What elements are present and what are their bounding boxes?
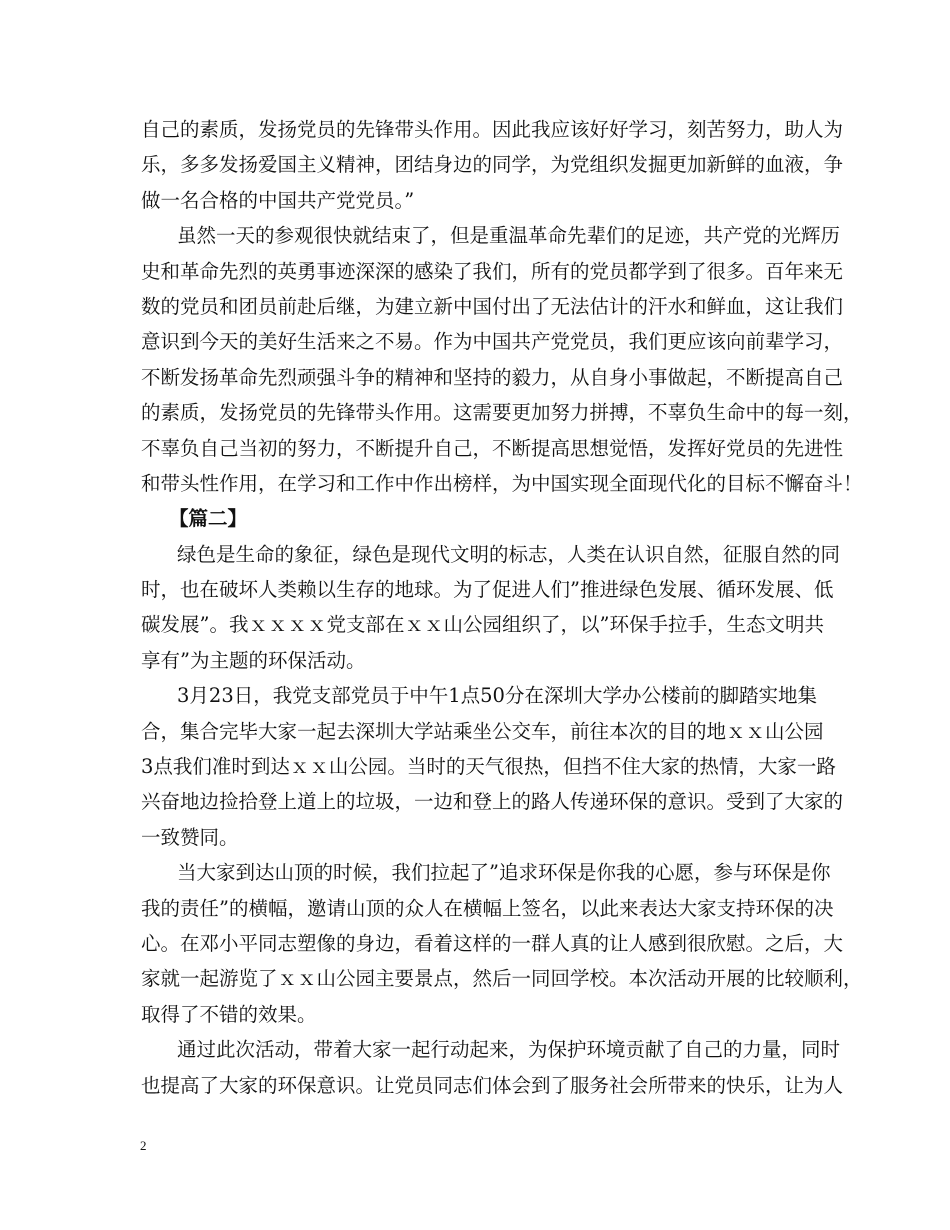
- text-line: 自己的素质，发扬党员的先锋带头作用。因此我应该好好学习，刻苦努力，助人为: [141, 118, 844, 141]
- text-line: 碳发展”。我ｘｘｘｘ党支部在ｘｘ山公园组织了，以”环保手拉手，生态文明共: [141, 613, 824, 637]
- section-heading: 【篇二】: [169, 507, 248, 531]
- text-line: 做一名合格的中国共产党党员。”: [141, 188, 415, 212]
- text-line: 不辜负自己当初的努力，不断提升自己，不断提高思想觉悟，发挥好党员的先进性: [141, 436, 844, 460]
- text-line: 时，也在破坏人类赖以生存的地球。为了促进人们”推进绿色发展、循环发展、低: [141, 578, 834, 602]
- paragraph-start-line: 通过此次活动，带着大家一起行动起来，为保护环境贡献了自己的力量，同时: [177, 1038, 841, 1062]
- text-line: 心。在邓小平同志塑像的身边，看着这样的一群人真的让人感到很欣慰。之后，大: [141, 931, 844, 955]
- text-line: 一致赞同。: [141, 825, 239, 849]
- paragraph-start-line: 绿色是生命的象征，绿色是现代文明的标志，人类在认识自然，征服自然的同: [177, 542, 841, 566]
- paragraph-start-line: 虽然一天的参观很快就结束了，但是重温革命先辈们的足迹，共产党的光辉历: [177, 224, 841, 248]
- text-line: 家就一起游览了ｘｘ山公园主要景点，然后一同回学校。本次活动开展的比较顺利，: [141, 967, 863, 991]
- text-line: 不断发扬革命先烈顽强斗争的精神和坚持的毅力，从自身小事做起，不断提高自己: [141, 365, 844, 389]
- text-line: 享有”为主题的环保活动。: [141, 648, 366, 672]
- text-line: 史和革命先烈的英勇事迹深深的感染了我们，所有的党员都学到了很多。百年来无: [141, 259, 844, 283]
- text-line: 意识到今天的美好生活来之不易。作为中国共产党党员，我们更应该向前辈学习，: [141, 330, 844, 354]
- text-line: 也提高了大家的环保意识。让党员同志们体会到了服务社会所带来的快乐，让为人: [141, 1073, 844, 1097]
- text-line: 和带头性作用，在学习和工作中作出榜样，为中国实现全面现代化的目标不懈奋斗！: [141, 471, 863, 495]
- text-line: 兴奋地边捡拾登上道上的垃圾，一边和登上的路人传递环保的意识。受到了大家的: [141, 790, 844, 814]
- text-line: 3点我们准时到达ｘｘ山公园。当时的天气很热，但挡不住大家的热情，大家一路: [141, 755, 836, 779]
- text-line: 我的责任”的横幅，邀请山顶的众人在横幅上签名，以此来表达大家支持环保的决: [141, 896, 834, 920]
- paragraph-start-line: 当大家到达山顶的时候，我们拉起了”追求环保是你我的心愿，参与环保是你: [177, 861, 831, 885]
- paragraph-start-line: 3月23日，我党支部党员于中午1点50分在深圳大学办公楼前的脚踏实地集: [177, 684, 817, 708]
- text-line: 乐，多多发扬爱国主义精神，团结身边的同学，为党组织发掘更加新鲜的血液，争: [141, 153, 844, 177]
- document-body: [141, 112, 863, 1103]
- text-line: 数的党员和团员前赴后继，为建立新中国付出了无法估计的汗水和鲜血，这让我们: [141, 294, 844, 318]
- text-line: 取得了不错的效果。: [141, 1002, 317, 1026]
- text-line: 合，集合完毕大家一起去深圳大学站乘坐公交车，前往本次的目的地ｘｘ山公园: [141, 719, 824, 743]
- page-number: 2: [140, 1138, 147, 1153]
- text-line: 的素质，发扬党员的先锋带头作用。这需要更加努力拼搏，不辜负生命中的每一刻，: [141, 401, 863, 425]
